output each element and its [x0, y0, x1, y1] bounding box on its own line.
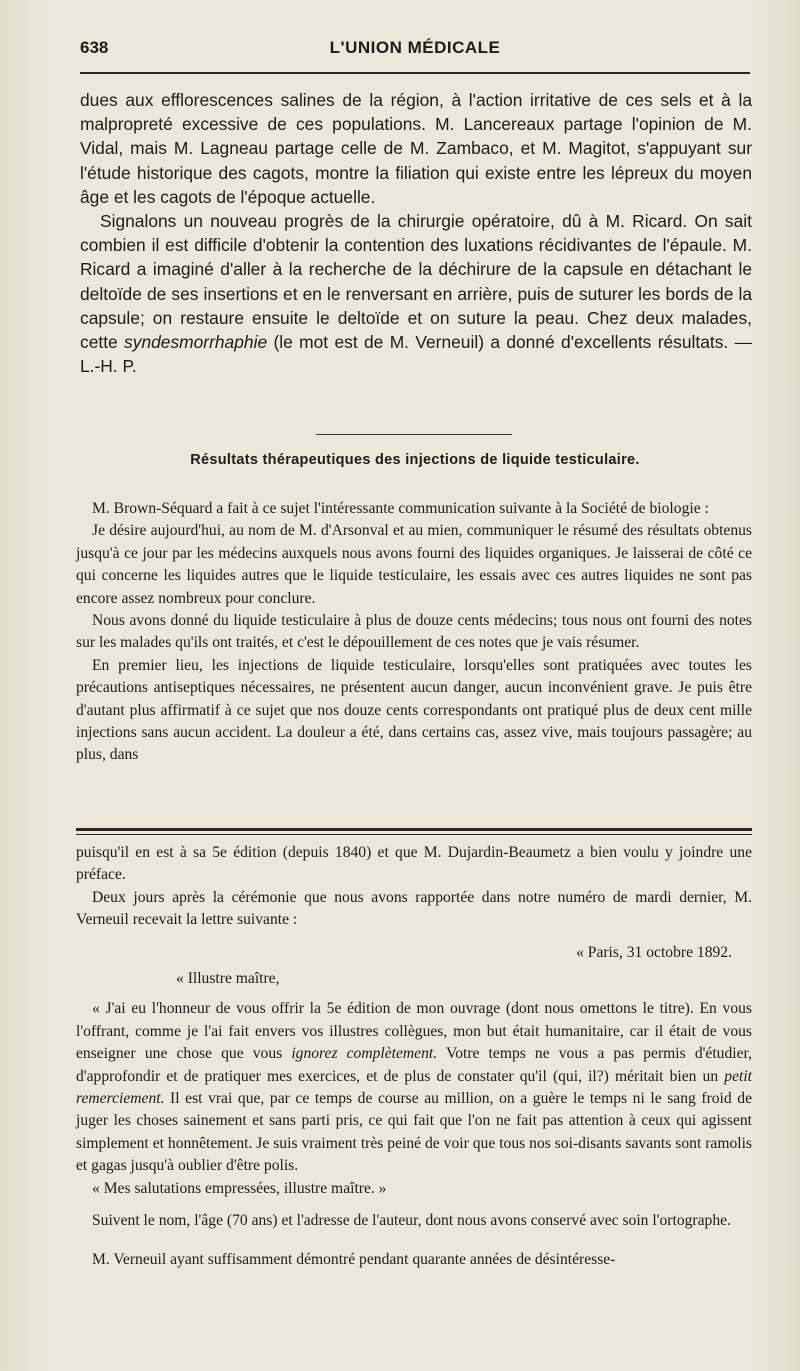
- article-title: Résultats thérapeutiques des injections de liquide testiculaire.: [190, 452, 640, 468]
- paragraph: Suivent le nom, l'âge (70 ans) et l'adresse de l'auteur, dont nous avons conservé avec soin l'ortographe.: [92, 1212, 731, 1230]
- page-header: [80, 38, 750, 68]
- paragraph: Je désire aujourd'hui, au nom de M. d'Arsonval et au mien, communiquer le résumé des résultats obtenus jusqu'à ce jour par les médecins auxquels nous avons fourni des liquides organiques. Je laisserai de côté ce qui concerne les liquides autres que le liquide testiculaire, les essais avec ces autres liquides ne sont pas encore assez nombreux pour conclure.: [76, 522, 752, 607]
- italic-phrase: ignorez complètement.: [291, 1045, 438, 1063]
- lower-section-text: [76, 842, 752, 1271]
- paragraph: puisqu'il en est à sa 5e édition (depuis 1840) et que M. Dujardin-Beaumetz a bien voulu y joindre une préface.: [76, 844, 752, 884]
- paragraph: M. Brown-Séquard a fait à ce sujet l'intéressante communication suivante à la Société de biologie :: [92, 500, 709, 517]
- letter-salutation: « Illustre maître,: [176, 970, 280, 988]
- italic-term: syndesmorrhaphie: [124, 332, 268, 353]
- double-rule-divider: [76, 828, 752, 835]
- paragraph: Deux jours après la cérémonie que nous avons rapportée dans notre numéro de mardi dernier, M. Verneuil recevait la lettre suivante :: [76, 888, 752, 929]
- paragraph: Signalons un nouveau progrès de la chirurgie opératoire, dû à M. Ricard. On sait combien il est difficile d'obtenir la contention des luxations récidivantes de l'épaule. M. Ricard a imaginé d'aller à la recherche de la déchirure de la capsule en détachant le deltoïde de ses insertions et en le renversant en arrière, puis de suturer les bords de la capsule; on restaure ensuite le deltoïde et on suture la peau. Chez deux malades, cette syndesmorrhaphie (le mot est de M. Verneuil) a donné d'excellents résultats. — L.-H. P.: [80, 211, 752, 377]
- running-title: L'UNION MÉDICALE: [329, 38, 501, 57]
- header-rule: [80, 72, 750, 74]
- article-body: [76, 498, 752, 767]
- section-separator: [316, 434, 512, 435]
- previous-article-text: [80, 88, 752, 378]
- paragraph: dues aux efflorescences salines de la région, à l'action irritative de ces sels et à la malpropreté excessive de ces populations. M. Lancereaux partage l'opinion de M. Vidal, mais M. Lagneau partage celle de M. Zambaco, et M. Magitot, s'appuyant sur l'étude historique des cagots, montre la filiation qui existe entre les lépreux du moyen âge et les cagots de l'époque actuelle.: [80, 90, 752, 207]
- paragraph: Nous avons donné du liquide testiculaire à plus de douze cents médecins; tous nous ont fourni des notes sur les malades qu'ils ont traités, et c'est le dépouillement de ces notes que je vais résumer.: [76, 612, 752, 652]
- paragraph: M. Verneuil ayant suffisamment démontré pendant quarante années de désintéresse-: [92, 1250, 616, 1268]
- letter-closing: « Mes salutations empressées, illustre maître. »: [92, 1179, 387, 1197]
- italic-phrase: petit remerciement.: [76, 1067, 752, 1108]
- letter-body: « J'ai eu l'honneur de vous offrir la 5e édition de mon ouvrage (dont nous omettons le titre). En vous l'offrant, comme je l'ai fait envers vos illustres collègues, mon but était humanitaire, car il était de vous enseigner une chose que vous ignorez complètement. Votre temps ne vous a pas permis d'étudier, d'approfondir et de pratiquer mes exercices, et de plus de constater qu'il (qui, il?) méritait bien un petit remerciement. Il est vrai que, par ce temps de course au million, on a guère le temps ni le sang froid de juger les choses sainement et sans parti pris, ce qui fait que l'on ne fait pas attention à ceux qui agissent simplement et honnêtement. Je suis vraiment très peiné de voir que tous nos soi-disants savants sont ramolis et gagas jusqu'à oublier d'être polis.: [76, 1000, 752, 1175]
- paragraph: En premier lieu, les injections de liquide testiculaire, lorsqu'elles sont pratiquées avec toutes les précautions antiseptiques nécessaires, ne présentent aucun danger, aucun inconvénient grave. Je puis être d'autant plus affirmatif à ce sujet que nos douze cents correspondants ont pratiqué plus de deux cent mille injections sans aucun accident. La douleur a été, dans certains cas, assez vive, mais toujours passagère; au plus, dans: [76, 656, 752, 764]
- page-number: 638: [80, 38, 109, 57]
- letter-date: « Paris, 31 octobre 1892.: [576, 943, 732, 961]
